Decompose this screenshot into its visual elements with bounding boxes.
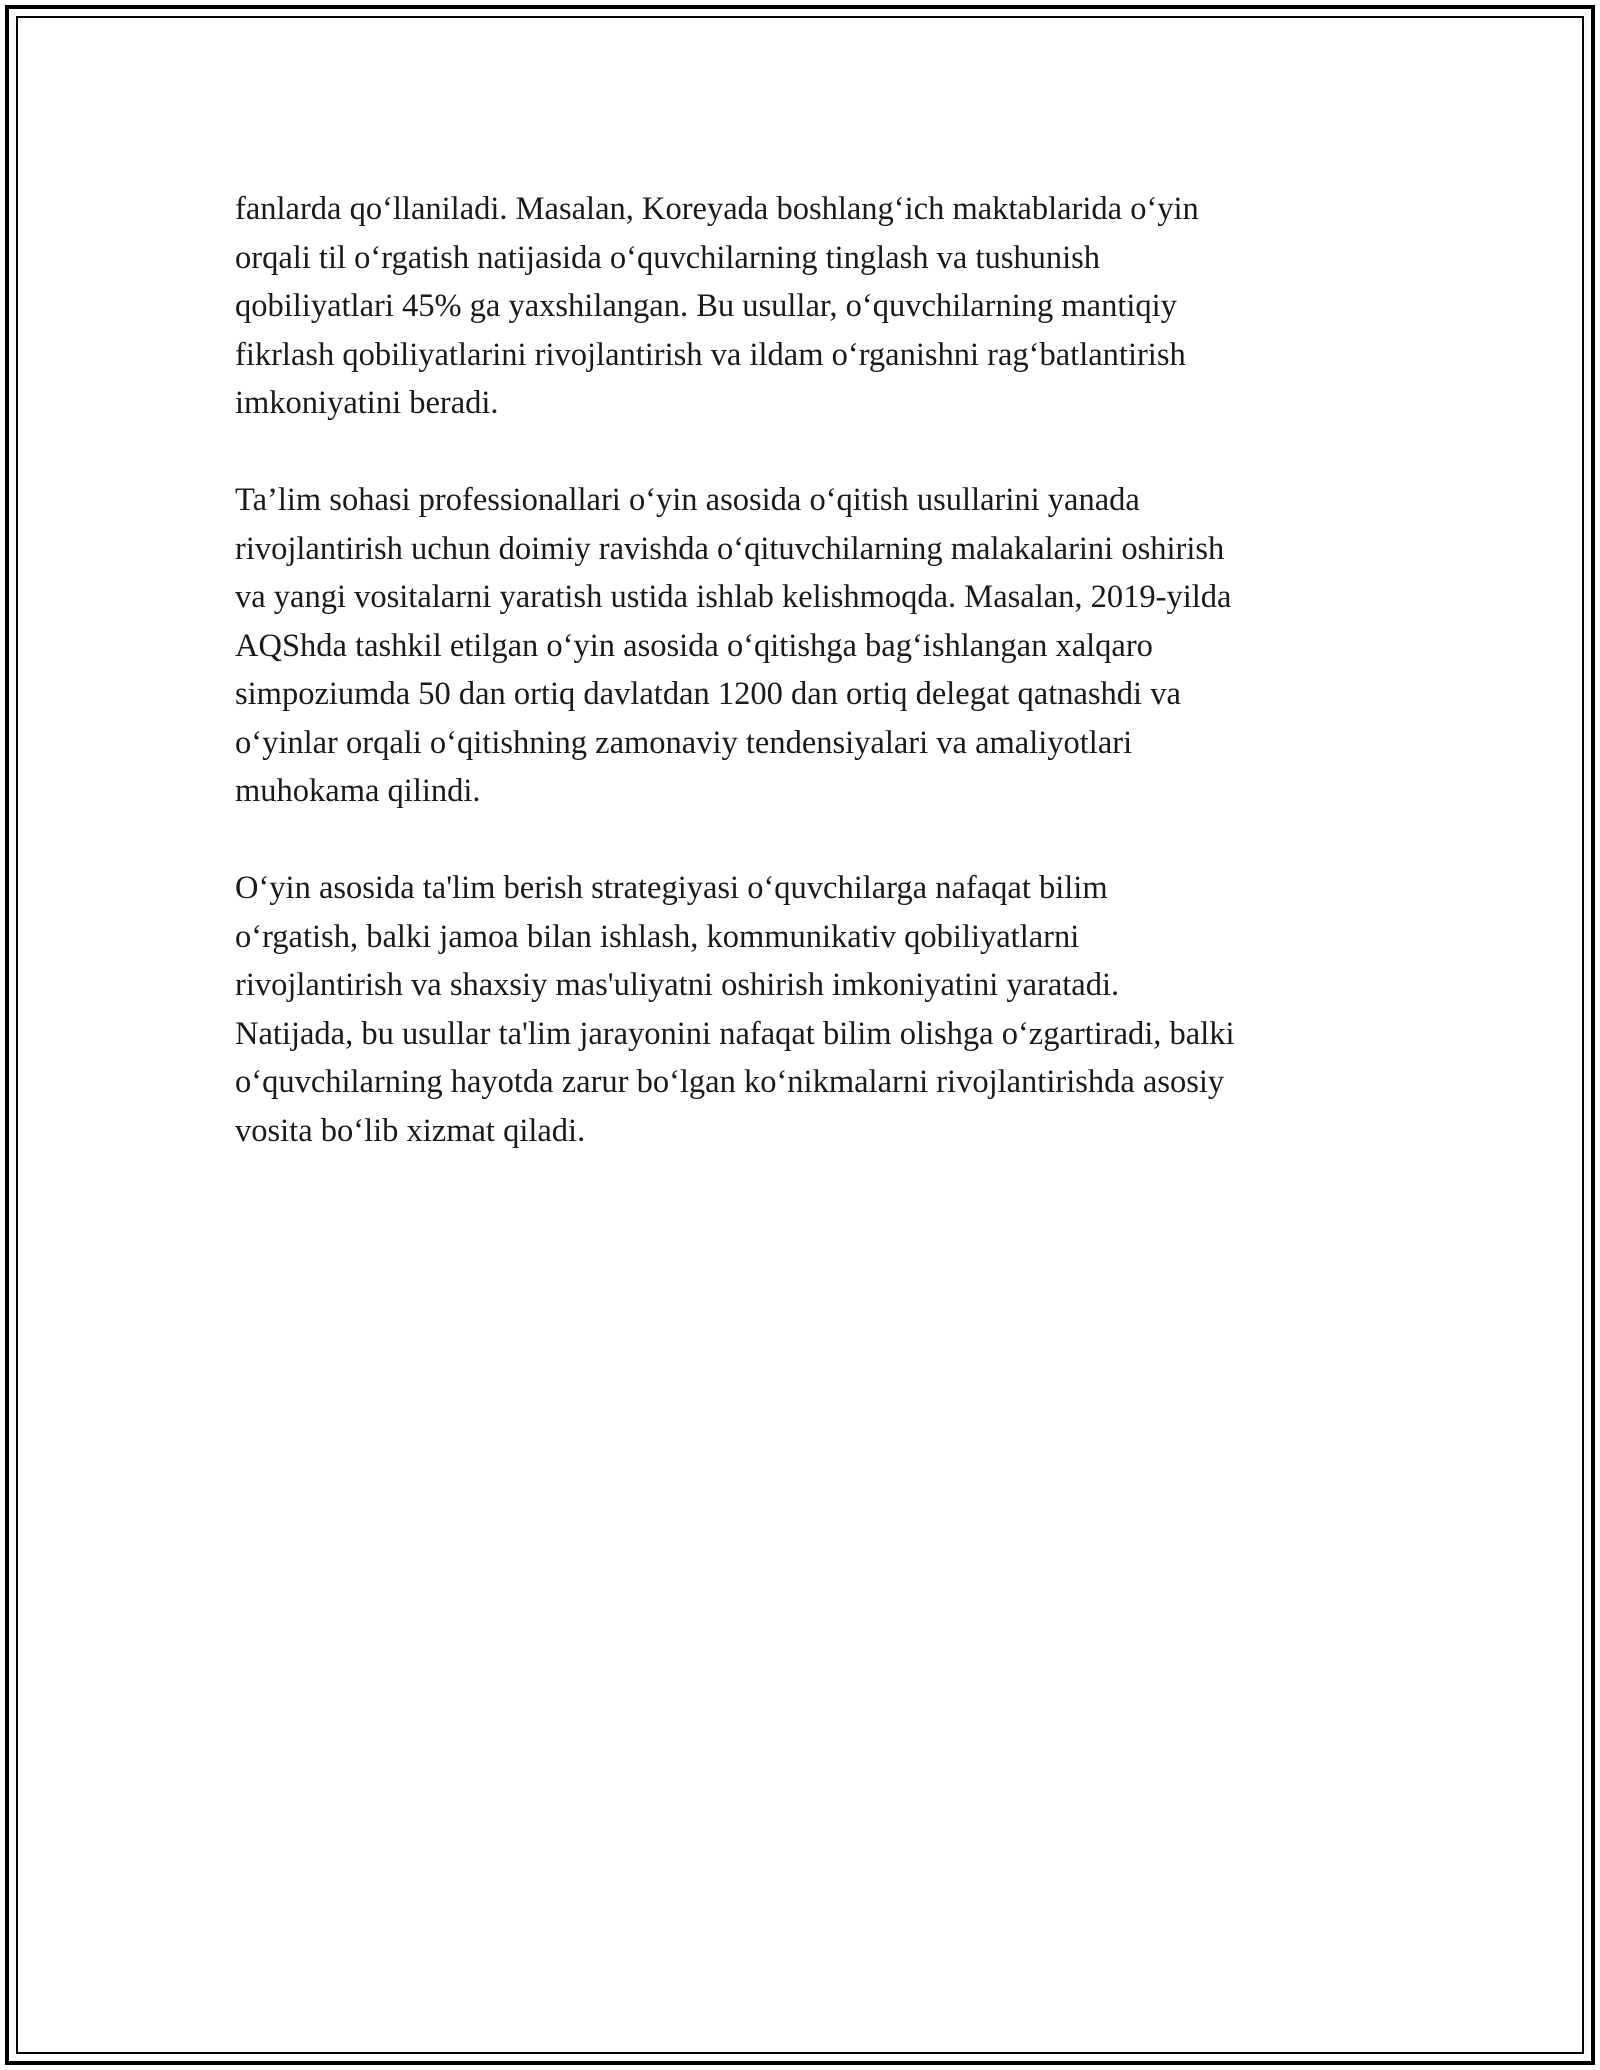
paragraph-3: [235, 864, 1370, 1155]
document-body: [235, 185, 1370, 1204]
text-line: qobiliyatlari 45% ga yaxshilangan. Bu usullar, o‘quvchilarning mantiqiy: [235, 288, 1177, 324]
text-line: imkoniyatini beradi.: [235, 385, 499, 421]
text-line: AQShda tashkil etilgan o‘yin asosida o‘qitishga bag‘ishlangan xalqaro: [235, 627, 1153, 664]
text-line: muhokama qilindi.: [235, 773, 481, 809]
text-line: o‘quvchilarning hayotda zarur bo‘lgan ko‘nikmalarni rivojlantirishda asosiy: [235, 1064, 1225, 1100]
paragraph-2: [235, 476, 1370, 816]
text-line: Natijada, bu usullar ta'lim jarayonini nafaqat bilim olishga o‘zgartiradi, balki: [235, 1015, 1235, 1052]
text-line: fikrlash qobiliyatlarini rivojlantirish va ildam o‘rganishni rag‘batlantirish: [235, 336, 1186, 373]
text-line: o‘rgatish, balki jamoa bilan ishlash, kommunikativ qobiliyatlarni: [235, 918, 1080, 955]
text-line: rivojlantirish va shaxsiy mas'uliyatni oshirish imkoniyatini yaratadi.: [235, 967, 1120, 1003]
text-line: orqali til o‘rgatish natijasida o‘quvchilarning tinglash va tushunish: [235, 239, 1101, 276]
paragraph-1: [235, 185, 1370, 428]
text-line: fanlarda qo‘llaniladi. Masalan, Koreyada boshlang‘ich maktablarida o‘yin: [235, 191, 1199, 227]
text-line: simpoziumda 50 dan ortiq davlatdan 1200 dan ortiq delegat qatnashdi va: [235, 676, 1181, 712]
text-line: rivojlantirish uchun doimiy ravishda o‘qituvchilarning malakalarini oshirish: [235, 530, 1225, 567]
text-line: vosita bo‘lib xizmat qiladi.: [235, 1112, 586, 1149]
text-line: Ta’lim sohasi professionallari o‘yin asosida o‘qitish usullarini yanada: [235, 482, 1140, 518]
text-line: va yangi vositalarni yaratish ustida ishlab kelishmoqda. Masalan, 2019-yilda: [235, 579, 1232, 615]
text-line: O‘yin asosida ta'lim berish strategiyasi o‘quvchilarga nafaqat bilim: [235, 870, 1108, 906]
text-line: o‘yinlar orqali o‘qitishning zamonaviy tendensiyalari va amaliyotlari: [235, 724, 1133, 761]
